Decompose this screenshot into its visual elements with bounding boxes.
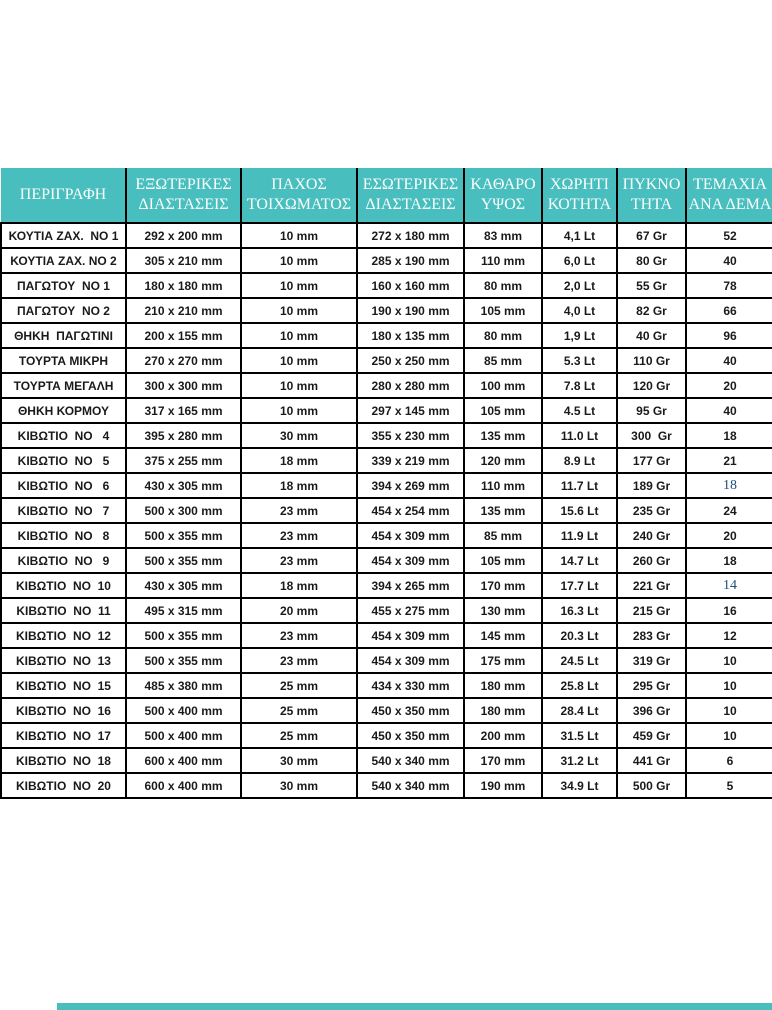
cell-description: ΚΟΥΤΙΑ ΖΑΧ. ΝΟ 2: [1, 248, 126, 273]
col-header-line: ΤΕΜΑΧΙΑ: [693, 176, 767, 193]
cell-density: 40 Gr: [617, 323, 686, 348]
cell-capacity: 11.9 Lt: [542, 523, 617, 548]
cell-internal-dimensions: 540 x 340 mm: [357, 773, 464, 798]
cell-external-dimensions: 500 x 355 mm: [126, 548, 241, 573]
cell-internal-dimensions: 355 x 230 mm: [357, 423, 464, 448]
cell-density: 189 Gr: [617, 473, 686, 498]
cell-external-dimensions: 430 x 305 mm: [126, 573, 241, 598]
col-header-wall-thickness: [241, 168, 357, 223]
cell-net-height: 180 mm: [464, 673, 542, 698]
col-header-line: ΠΑΧΟΣ: [271, 176, 327, 193]
cell-pieces-per-bundle: 16: [686, 598, 772, 623]
table-header: [1, 168, 772, 223]
cell-internal-dimensions: 394 x 265 mm: [357, 573, 464, 598]
cell-external-dimensions: 500 x 400 mm: [126, 698, 241, 723]
cell-description: ΚΟΥΤΙΑ ΖΑΧ. ΝΟ 1: [1, 223, 126, 248]
cell-wall-thickness: 10 mm: [241, 223, 357, 248]
cell-density: 300 Gr: [617, 423, 686, 448]
col-header-line: ΤΗΤΑ: [630, 196, 673, 213]
cell-external-dimensions: 292 x 200 mm: [126, 223, 241, 248]
cell-density: 177 Gr: [617, 448, 686, 473]
cell-capacity: 20.3 Lt: [542, 623, 617, 648]
cell-capacity: 24.5 Lt: [542, 648, 617, 673]
cell-net-height: 105 mm: [464, 298, 542, 323]
cell-wall-thickness: 23 mm: [241, 548, 357, 573]
cell-external-dimensions: 485 x 380 mm: [126, 673, 241, 698]
cell-external-dimensions: 500 x 400 mm: [126, 723, 241, 748]
cell-net-height: 85 mm: [464, 348, 542, 373]
table-row: [1, 748, 772, 773]
cell-density: 80 Gr: [617, 248, 686, 273]
table-row: [1, 573, 772, 598]
cell-description: ΚΙΒΩΤΙΟ ΝΟ 11: [1, 598, 126, 623]
cell-capacity: 2,0 Lt: [542, 273, 617, 298]
cell-external-dimensions: 200 x 155 mm: [126, 323, 241, 348]
cell-internal-dimensions: 339 x 219 mm: [357, 448, 464, 473]
next-page-table-edge: [57, 1003, 772, 1010]
cell-description: ΚΙΒΩΤΙΟ ΝΟ 18: [1, 748, 126, 773]
cell-external-dimensions: 305 x 210 mm: [126, 248, 241, 273]
cell-density: 240 Gr: [617, 523, 686, 548]
col-header-density: [617, 168, 686, 223]
cell-capacity: 14.7 Lt: [542, 548, 617, 573]
cell-wall-thickness: 23 mm: [241, 523, 357, 548]
cell-internal-dimensions: 160 x 160 mm: [357, 273, 464, 298]
cell-net-height: 180 mm: [464, 698, 542, 723]
cell-wall-thickness: 23 mm: [241, 623, 357, 648]
cell-density: 441 Gr: [617, 748, 686, 773]
cell-wall-thickness: 18 mm: [241, 573, 357, 598]
cell-internal-dimensions: 190 x 190 mm: [357, 298, 464, 323]
cell-internal-dimensions: 454 x 254 mm: [357, 498, 464, 523]
cell-density: 215 Gr: [617, 598, 686, 623]
col-header-line: ΥΨΟΣ: [480, 196, 526, 213]
cell-internal-dimensions: 394 x 269 mm: [357, 473, 464, 498]
table-row: [1, 698, 772, 723]
cell-external-dimensions: 180 x 180 mm: [126, 273, 241, 298]
cell-pieces-per-bundle: 66: [686, 298, 772, 323]
table-row: [1, 723, 772, 748]
cell-pieces-per-bundle: 6: [686, 748, 772, 773]
cell-pieces-per-bundle: 40: [686, 348, 772, 373]
cell-internal-dimensions: 454 x 309 mm: [357, 648, 464, 673]
cell-net-height: 190 mm: [464, 773, 542, 798]
cell-capacity: 1,9 Lt: [542, 323, 617, 348]
table-row: [1, 348, 772, 373]
cell-pieces-per-bundle: 18: [686, 548, 772, 573]
table-row: [1, 323, 772, 348]
cell-net-height: 145 mm: [464, 623, 542, 648]
table-row: [1, 398, 772, 423]
cell-net-height: 80 mm: [464, 273, 542, 298]
cell-net-height: 135 mm: [464, 423, 542, 448]
cell-net-height: 100 mm: [464, 373, 542, 398]
cell-external-dimensions: 270 x 270 mm: [126, 348, 241, 373]
cell-wall-thickness: 10 mm: [241, 248, 357, 273]
cell-net-height: 120 mm: [464, 448, 542, 473]
col-header-external-dimensions: [126, 168, 241, 223]
cell-description: ΚΙΒΩΤΙΟ ΝΟ 20: [1, 773, 126, 798]
cell-capacity: 34.9 Lt: [542, 773, 617, 798]
cell-pieces-per-bundle: 21: [686, 448, 772, 473]
cell-description: ΚΙΒΩΤΙΟ ΝΟ 9: [1, 548, 126, 573]
cell-wall-thickness: 18 mm: [241, 448, 357, 473]
cell-pieces-per-bundle: 18: [686, 423, 772, 448]
cell-pieces-per-bundle: 10: [686, 648, 772, 673]
col-header-internal-dimensions: [357, 168, 464, 223]
cell-wall-thickness: 10 mm: [241, 298, 357, 323]
table-row: [1, 273, 772, 298]
cell-net-height: 130 mm: [464, 598, 542, 623]
cell-density: 500 Gr: [617, 773, 686, 798]
cell-pieces-per-bundle: 10: [686, 673, 772, 698]
cell-density: 283 Gr: [617, 623, 686, 648]
cell-external-dimensions: 395 x 280 mm: [126, 423, 241, 448]
cell-description: ΚΙΒΩΤΙΟ ΝΟ 5: [1, 448, 126, 473]
cell-capacity: 5.3 Lt: [542, 348, 617, 373]
cell-capacity: 11.7 Lt: [542, 473, 617, 498]
cell-pieces-per-bundle: 10: [686, 723, 772, 748]
cell-density: 110 Gr: [617, 348, 686, 373]
table-row: [1, 773, 772, 798]
table-row: [1, 673, 772, 698]
product-spec-table: [0, 168, 772, 799]
cell-internal-dimensions: 540 x 340 mm: [357, 748, 464, 773]
col-header-net-height: [464, 168, 542, 223]
cell-density: 235 Gr: [617, 498, 686, 523]
col-header-line: ΧΩΡΗΤΙ: [550, 176, 609, 193]
cell-external-dimensions: 210 x 210 mm: [126, 298, 241, 323]
col-header-pieces-per-bundle: [686, 168, 772, 223]
cell-internal-dimensions: 455 x 275 mm: [357, 598, 464, 623]
cell-pieces-per-bundle: 40: [686, 248, 772, 273]
col-header-line: ΚΟΤΗΤΑ: [547, 196, 612, 213]
col-header-line: ΕΞΩΤΕΡΙΚΕΣ: [135, 176, 232, 193]
cell-capacity: 4.5 Lt: [542, 398, 617, 423]
cell-wall-thickness: 20 mm: [241, 598, 357, 623]
cell-external-dimensions: 317 x 165 mm: [126, 398, 241, 423]
cell-internal-dimensions: 434 x 330 mm: [357, 673, 464, 698]
cell-wall-thickness: 25 mm: [241, 673, 357, 698]
cell-external-dimensions: 375 x 255 mm: [126, 448, 241, 473]
cell-pieces-per-bundle: 78: [686, 273, 772, 298]
cell-density: 82 Gr: [617, 298, 686, 323]
cell-capacity: 6,0 Lt: [542, 248, 617, 273]
cell-density: 459 Gr: [617, 723, 686, 748]
cell-description: ΚΙΒΩΤΙΟ ΝΟ 8: [1, 523, 126, 548]
cell-description: ΚΙΒΩΤΙΟ ΝΟ 13: [1, 648, 126, 673]
cell-pieces-per-bundle: 24: [686, 498, 772, 523]
cell-density: 67 Gr: [617, 223, 686, 248]
cell-description: ΠΑΓΩΤΟΥ ΝΟ 2: [1, 298, 126, 323]
header-row: [1, 168, 772, 223]
cell-capacity: 7.8 Lt: [542, 373, 617, 398]
table-row: [1, 473, 772, 498]
col-header-line: ΠΕΡΙΓΡΑΦΗ: [19, 186, 107, 203]
cell-external-dimensions: 500 x 355 mm: [126, 623, 241, 648]
cell-net-height: 83 mm: [464, 223, 542, 248]
cell-wall-thickness: 25 mm: [241, 723, 357, 748]
cell-pieces-per-bundle: 5: [686, 773, 772, 798]
cell-pieces-per-bundle: 96: [686, 323, 772, 348]
table-row: [1, 548, 772, 573]
cell-capacity: 16.3 Lt: [542, 598, 617, 623]
cell-wall-thickness: 30 mm: [241, 748, 357, 773]
cell-wall-thickness: 10 mm: [241, 323, 357, 348]
cell-wall-thickness: 18 mm: [241, 473, 357, 498]
cell-net-height: 170 mm: [464, 573, 542, 598]
cell-capacity: 17.7 Lt: [542, 573, 617, 598]
cell-external-dimensions: 500 x 300 mm: [126, 498, 241, 523]
cell-internal-dimensions: 454 x 309 mm: [357, 548, 464, 573]
cell-wall-thickness: 25 mm: [241, 698, 357, 723]
cell-wall-thickness: 10 mm: [241, 373, 357, 398]
cell-density: 55 Gr: [617, 273, 686, 298]
col-header-description: [1, 168, 126, 223]
cell-description: ΚΙΒΩΤΙΟ ΝΟ 7: [1, 498, 126, 523]
col-header-line: ΤΟΙΧΩΜΑΤΟΣ: [246, 196, 352, 213]
cell-net-height: 105 mm: [464, 548, 542, 573]
cell-capacity: 15.6 Lt: [542, 498, 617, 523]
cell-internal-dimensions: 280 x 280 mm: [357, 373, 464, 398]
col-header-line: ΚΑΘΑΡΟ: [470, 176, 536, 193]
table-row: [1, 248, 772, 273]
col-header-capacity: [542, 168, 617, 223]
cell-description: ΚΙΒΩΤΙΟ ΝΟ 10: [1, 573, 126, 598]
cell-net-height: 85 mm: [464, 523, 542, 548]
table-row: [1, 448, 772, 473]
cell-wall-thickness: 10 mm: [241, 348, 357, 373]
cell-capacity: 31.2 Lt: [542, 748, 617, 773]
cell-description: ΘΗΚΗ ΠΑΓΩΤΙΝΙ: [1, 323, 126, 348]
cell-net-height: 80 mm: [464, 323, 542, 348]
table-body: [1, 223, 772, 798]
cell-internal-dimensions: 180 x 135 mm: [357, 323, 464, 348]
cell-net-height: 170 mm: [464, 748, 542, 773]
cell-internal-dimensions: 454 x 309 mm: [357, 623, 464, 648]
cell-internal-dimensions: 450 x 350 mm: [357, 723, 464, 748]
cell-capacity: 25.8 Lt: [542, 673, 617, 698]
cell-description: ΤΟΥΡΤΑ ΜΙΚΡΗ: [1, 348, 126, 373]
cell-pieces-per-bundle: 20: [686, 373, 772, 398]
col-header-line: ΑΝΑ ΔΕΜΑ: [688, 196, 772, 213]
cell-wall-thickness: 10 mm: [241, 273, 357, 298]
cell-external-dimensions: 600 x 400 mm: [126, 748, 241, 773]
cell-capacity: 8.9 Lt: [542, 448, 617, 473]
col-header-line: ΔΙΑΣΤΑΣΕΙΣ: [138, 196, 229, 213]
cell-capacity: 4,1 Lt: [542, 223, 617, 248]
cell-wall-thickness: 30 mm: [241, 423, 357, 448]
cell-internal-dimensions: 454 x 309 mm: [357, 523, 464, 548]
cell-net-height: 110 mm: [464, 473, 542, 498]
cell-net-height: 135 mm: [464, 498, 542, 523]
cell-description: ΠΑΓΩΤΟΥ ΝΟ 1: [1, 273, 126, 298]
cell-capacity: 28.4 Lt: [542, 698, 617, 723]
cell-wall-thickness: 30 mm: [241, 773, 357, 798]
col-header-line: ΠΥΚΝΟ: [622, 176, 681, 193]
cell-description: ΤΟΥΡΤΑ ΜΕΓΑΛΗ: [1, 373, 126, 398]
cell-description: ΚΙΒΩΤΙΟ ΝΟ 4: [1, 423, 126, 448]
table-row: [1, 623, 772, 648]
col-header-line: ΕΣΩΤΕΡΙΚΕΣ: [362, 176, 459, 193]
cell-capacity: 31.5 Lt: [542, 723, 617, 748]
cell-pieces-per-bundle: 14: [686, 573, 772, 598]
cell-wall-thickness: 23 mm: [241, 648, 357, 673]
table-row: [1, 298, 772, 323]
table-row: [1, 523, 772, 548]
cell-description: ΚΙΒΩΤΙΟ ΝΟ 16: [1, 698, 126, 723]
cell-wall-thickness: 10 mm: [241, 398, 357, 423]
cell-net-height: 105 mm: [464, 398, 542, 423]
cell-wall-thickness: 23 mm: [241, 498, 357, 523]
table-row: [1, 223, 772, 248]
cell-description: ΚΙΒΩΤΙΟ ΝΟ 17: [1, 723, 126, 748]
cell-pieces-per-bundle: 12: [686, 623, 772, 648]
cell-capacity: 4,0 Lt: [542, 298, 617, 323]
cell-capacity: 11.0 Lt: [542, 423, 617, 448]
cell-density: 295 Gr: [617, 673, 686, 698]
cell-external-dimensions: 500 x 355 mm: [126, 648, 241, 673]
cell-internal-dimensions: 285 x 190 mm: [357, 248, 464, 273]
cell-external-dimensions: 600 x 400 mm: [126, 773, 241, 798]
cell-external-dimensions: 300 x 300 mm: [126, 373, 241, 398]
cell-net-height: 110 mm: [464, 248, 542, 273]
cell-pieces-per-bundle: 20: [686, 523, 772, 548]
cell-external-dimensions: 495 x 315 mm: [126, 598, 241, 623]
cell-density: 221 Gr: [617, 573, 686, 598]
cell-density: 120 Gr: [617, 373, 686, 398]
table-row: [1, 648, 772, 673]
cell-net-height: 200 mm: [464, 723, 542, 748]
cell-net-height: 175 mm: [464, 648, 542, 673]
cell-external-dimensions: 500 x 355 mm: [126, 523, 241, 548]
cell-density: 260 Gr: [617, 548, 686, 573]
cell-internal-dimensions: 272 x 180 mm: [357, 223, 464, 248]
cell-internal-dimensions: 450 x 350 mm: [357, 698, 464, 723]
table-row: [1, 498, 772, 523]
cell-description: ΚΙΒΩΤΙΟ ΝΟ 15: [1, 673, 126, 698]
cell-description: ΚΙΒΩΤΙΟ ΝΟ 12: [1, 623, 126, 648]
cell-pieces-per-bundle: 10: [686, 698, 772, 723]
cell-pieces-per-bundle: 52: [686, 223, 772, 248]
table-row: [1, 423, 772, 448]
cell-pieces-per-bundle: 18: [686, 473, 772, 498]
cell-density: 396 Gr: [617, 698, 686, 723]
cell-description: ΚΙΒΩΤΙΟ ΝΟ 6: [1, 473, 126, 498]
col-header-line: ΔΙΑΣΤΑΣΕΙΣ: [365, 196, 456, 213]
cell-description: ΘΗΚΗ ΚΟΡΜΟΥ: [1, 398, 126, 423]
table-row: [1, 598, 772, 623]
cell-internal-dimensions: 297 x 145 mm: [357, 398, 464, 423]
cell-internal-dimensions: 250 x 250 mm: [357, 348, 464, 373]
cell-external-dimensions: 430 x 305 mm: [126, 473, 241, 498]
cell-pieces-per-bundle: 40: [686, 398, 772, 423]
cell-density: 95 Gr: [617, 398, 686, 423]
table-row: [1, 373, 772, 398]
cell-density: 319 Gr: [617, 648, 686, 673]
